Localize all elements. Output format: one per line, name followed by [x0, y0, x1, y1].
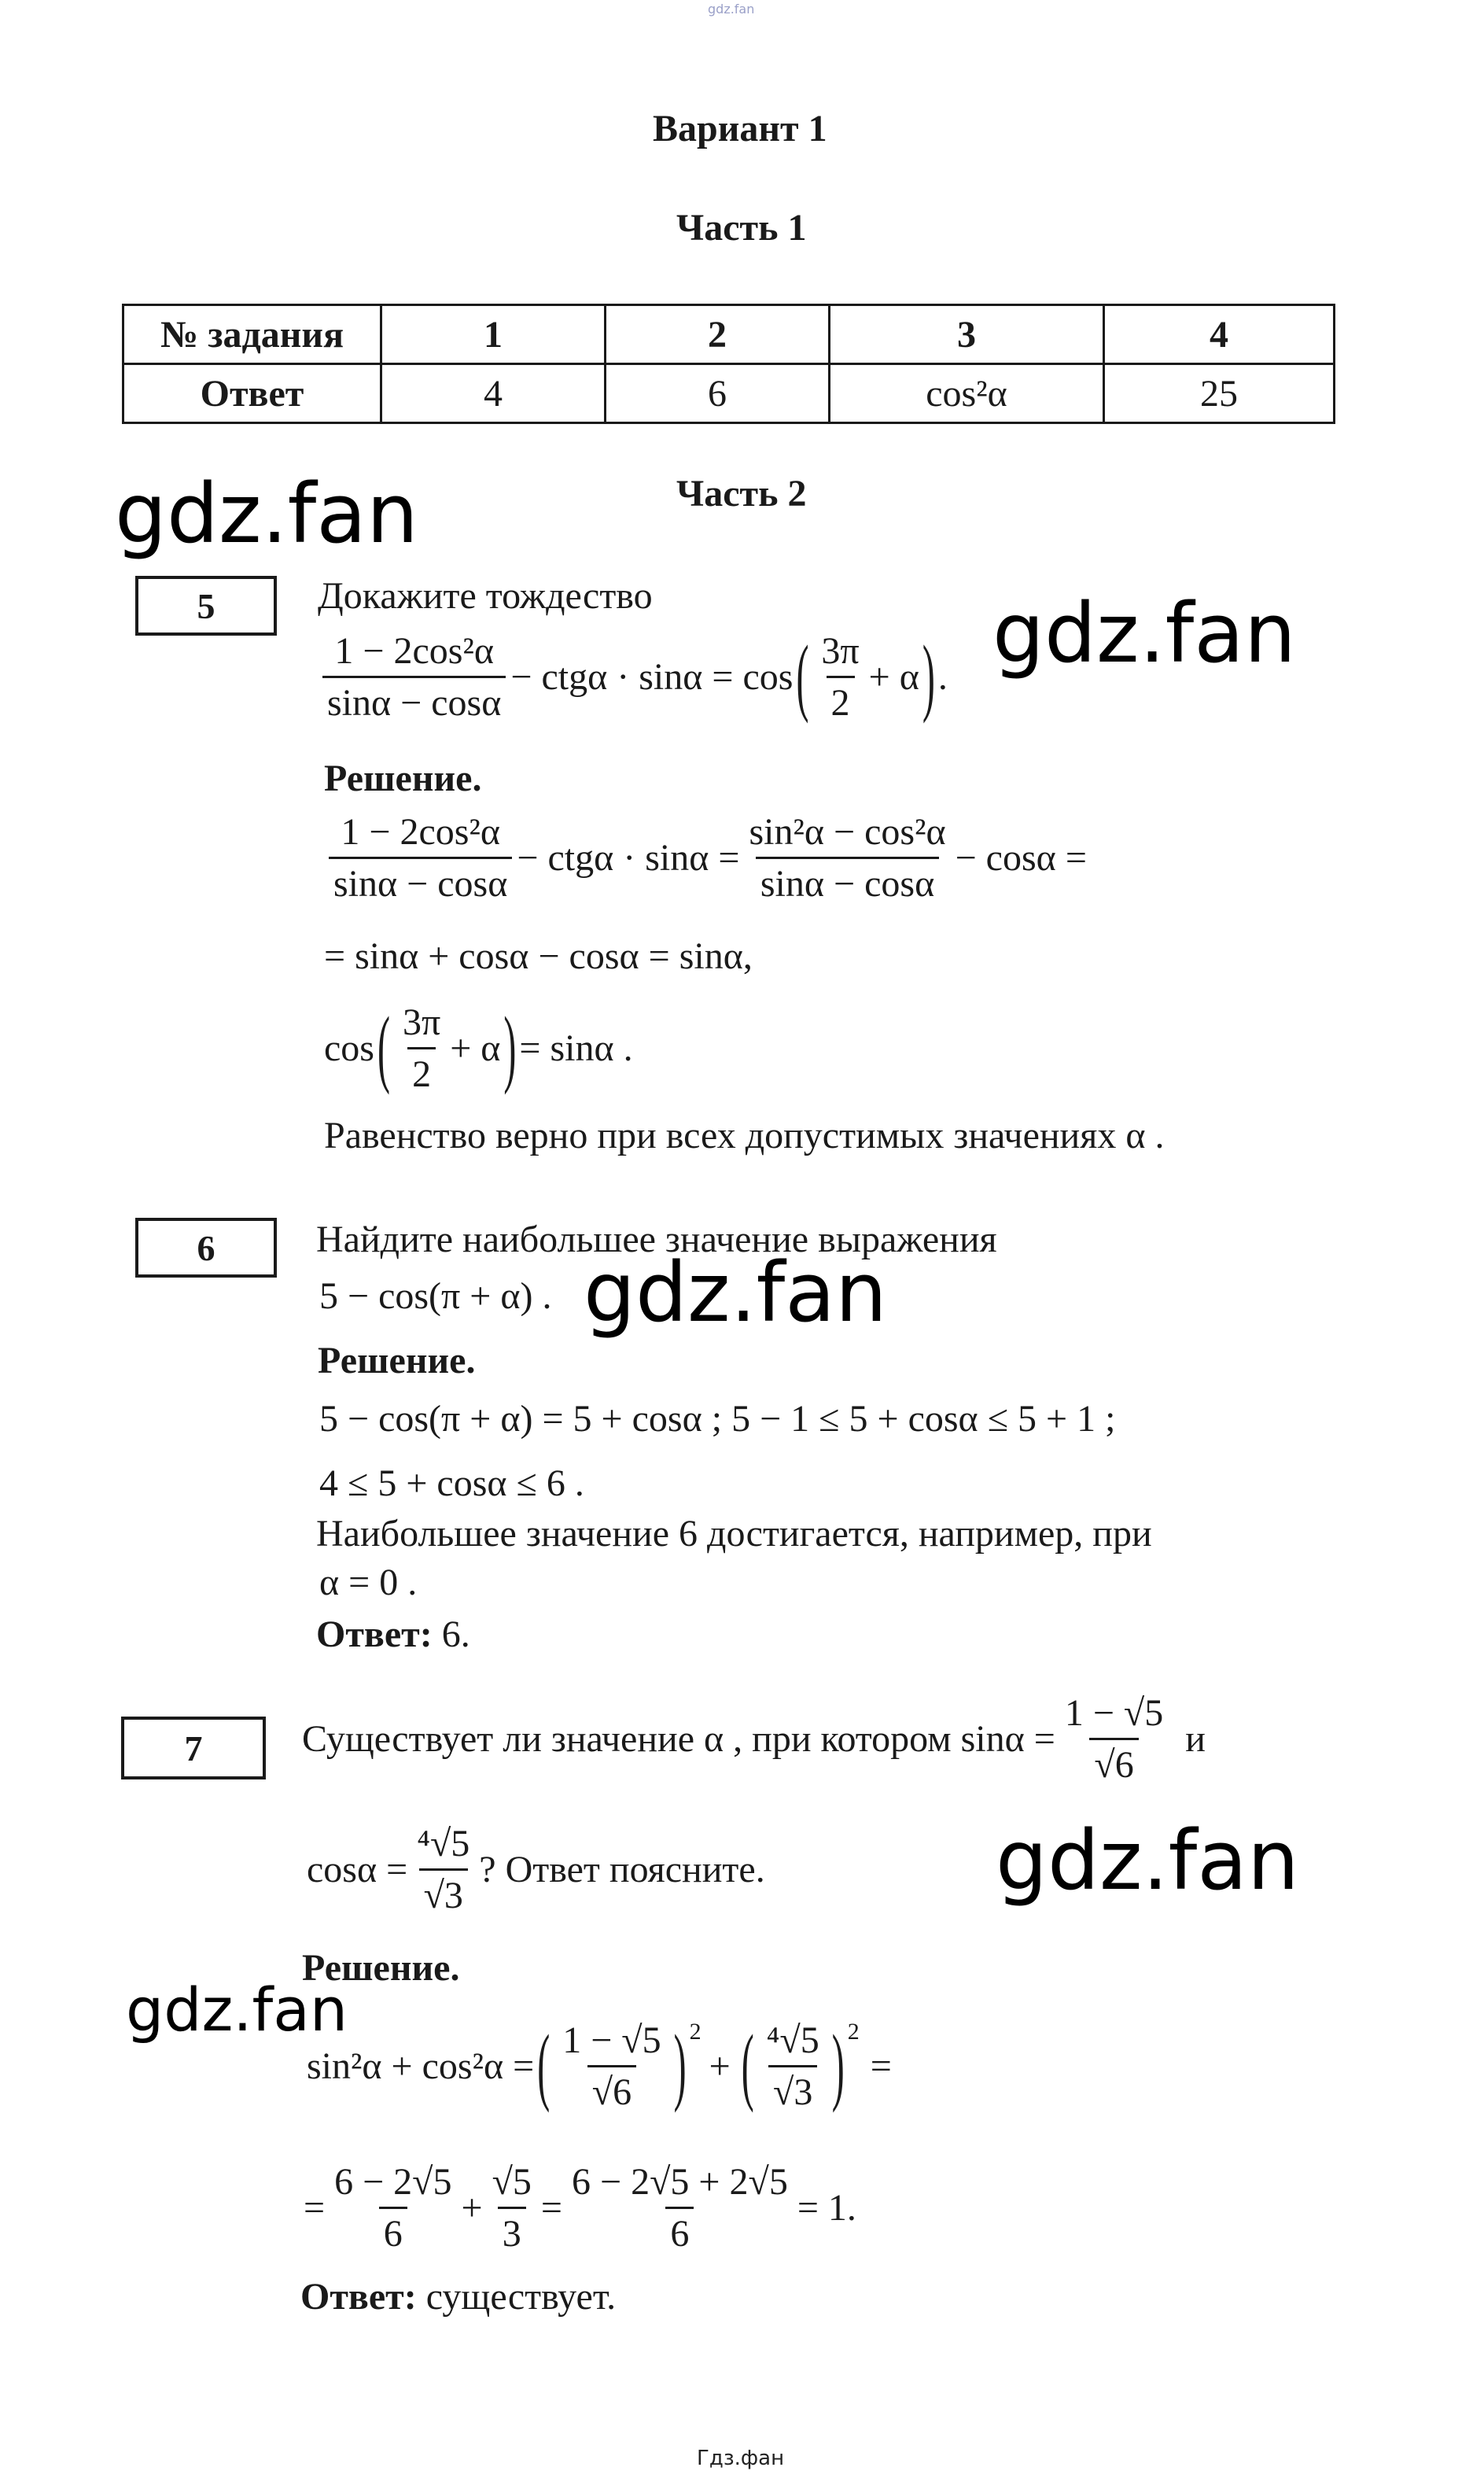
task6-expression: 5 − cos(π + α) . [319, 1275, 552, 1317]
fraction: $\frac{\text{1 − 2cos²α}}{\sin\alpha - \cos\alpha}$ [329, 810, 512, 905]
top-mark: gdz.fan [708, 2, 755, 17]
task7-solution-label: Решение. [302, 1947, 460, 1989]
table-cell: 6 [606, 364, 830, 423]
task5-solution-line1: $\frac{\text{1 − 2cos²α}}{\sin\alpha - \cos\alpha}$ − ctgα · sinα = $\frac{\text{sin²α − cos²α}}{\sin\alpha - \cos\alpha}$ − cosα = [324, 810, 1087, 905]
table-head-answer: Ответ [123, 364, 381, 423]
table-head-task: № задания [123, 305, 381, 364]
part2-title: Часть 2 [676, 473, 807, 514]
task5-conclusion: Равенство верно при всех допустимых значениях α . [324, 1115, 1165, 1156]
answer-table [122, 304, 1335, 424]
fraction: $\frac{6 - 2√5}{6}$ [334, 2161, 452, 2255]
fraction: $\frac{\text{⁴√5}}{√3}$ [766, 2019, 819, 2113]
task6-number: 6 [135, 1218, 277, 1278]
task5-statement: Докажите тождество [318, 575, 653, 617]
table-row [123, 364, 1335, 423]
task5-solution-label: Решение. [324, 758, 482, 799]
table-cell: 1 [381, 305, 606, 364]
variant-title: Вариант 1 [653, 108, 827, 149]
task7-line1: sin²α + cos²α = ( $\frac{1 - √5}{√6}$ ) $^2$ + ( $\frac{\text{⁴√5}}{√3}$ ) $^2$ = [307, 2018, 892, 2115]
watermark: gdz.fan [126, 1975, 348, 2045]
task6-statement: Найдите наибольшее значение выражения [316, 1219, 997, 1260]
watermark: gdz.fan [115, 466, 418, 562]
task7-statement-line2: cosα = $\frac{\text{⁴√5}}{√3}$ ? Ответ поясните. [307, 1823, 765, 1916]
table-cell: 3 [830, 305, 1104, 364]
task6-answer: Ответ: 6. [316, 1613, 470, 1655]
table-cell: 4 [381, 364, 606, 423]
fraction: $\frac{6 - 2√5 + 2√5}{6}$ [572, 2161, 788, 2255]
task6-line4: α = 0 . [319, 1562, 418, 1603]
table-cell: 2 [606, 305, 830, 364]
fraction: $\frac{\text{⁴√5}}{√3}$ [417, 1823, 470, 1916]
task7-answer: Ответ: существует. [300, 2276, 617, 2318]
task7-line2: = $\frac{6 - 2√5}{6}$ + $\frac{√5}{3}$ = $\frac{6 - 2√5 + 2√5}{6}$ = 1. [304, 2161, 856, 2255]
watermark: gdz.fan [992, 585, 1296, 681]
task7-statement-line1: Существует ли значение α , при котором sinα = $\frac{1 - √5}{√6}$ и [302, 1692, 1206, 1786]
fraction: $\frac{1 - √5}{√6}$ [1064, 1692, 1164, 1786]
task5-solution-line3: cos ( $\frac{3\pi}{2}$ + α ) = sinα . [324, 1000, 633, 1097]
part1-title: Часть 1 [676, 207, 807, 249]
task6-line3: Наибольшее значение 6 достигается, например, при [316, 1513, 1152, 1554]
task6-solution-label: Решение. [318, 1340, 476, 1381]
footer-mark: Гдз.фан [697, 2447, 785, 2470]
table-cell: 4 [1104, 305, 1335, 364]
task5-solution-line2: = sinα + cosα − cosα = sinα, [324, 935, 753, 977]
task6-line1: 5 − cos(π + α) = 5 + cosα ; 5 − 1 ≤ 5 + cosα ≤ 5 + 1 ; [319, 1398, 1116, 1440]
table-cell: cos²α [830, 364, 1104, 423]
task5-identity: $\frac{\text{1 − 2cos²α}}{\sin\alpha - \cos\alpha}$ − ctgα · sinα = cos ( $\frac{3\pi}{2}$ + α ) . [318, 629, 948, 725]
fraction: $\frac{3\pi}{2}$ [821, 630, 860, 724]
task5-number: 5 [135, 576, 277, 636]
table-cell: 25 [1104, 364, 1335, 423]
watermark: gdz.fan [996, 1813, 1299, 1909]
fraction: $\frac{√5}{3}$ [492, 2161, 532, 2255]
fraction: $\frac{1 - √5}{√6}$ [562, 2019, 661, 2113]
table-row [123, 305, 1335, 364]
fraction: $\frac{\text{1 − 2cos²α}}{\sin\alpha - \cos\alpha}$ [322, 629, 506, 725]
task7-number: 7 [121, 1717, 266, 1779]
fraction: $\frac{3\pi}{2}$ [402, 1001, 441, 1095]
task6-line2: 4 ≤ 5 + cosα ≤ 6 . [319, 1462, 584, 1504]
watermark: gdz.fan [584, 1245, 887, 1341]
fraction: $\frac{\text{sin²α − cos²α}}{\sin\alpha - \cos\alpha}$ [749, 811, 946, 905]
